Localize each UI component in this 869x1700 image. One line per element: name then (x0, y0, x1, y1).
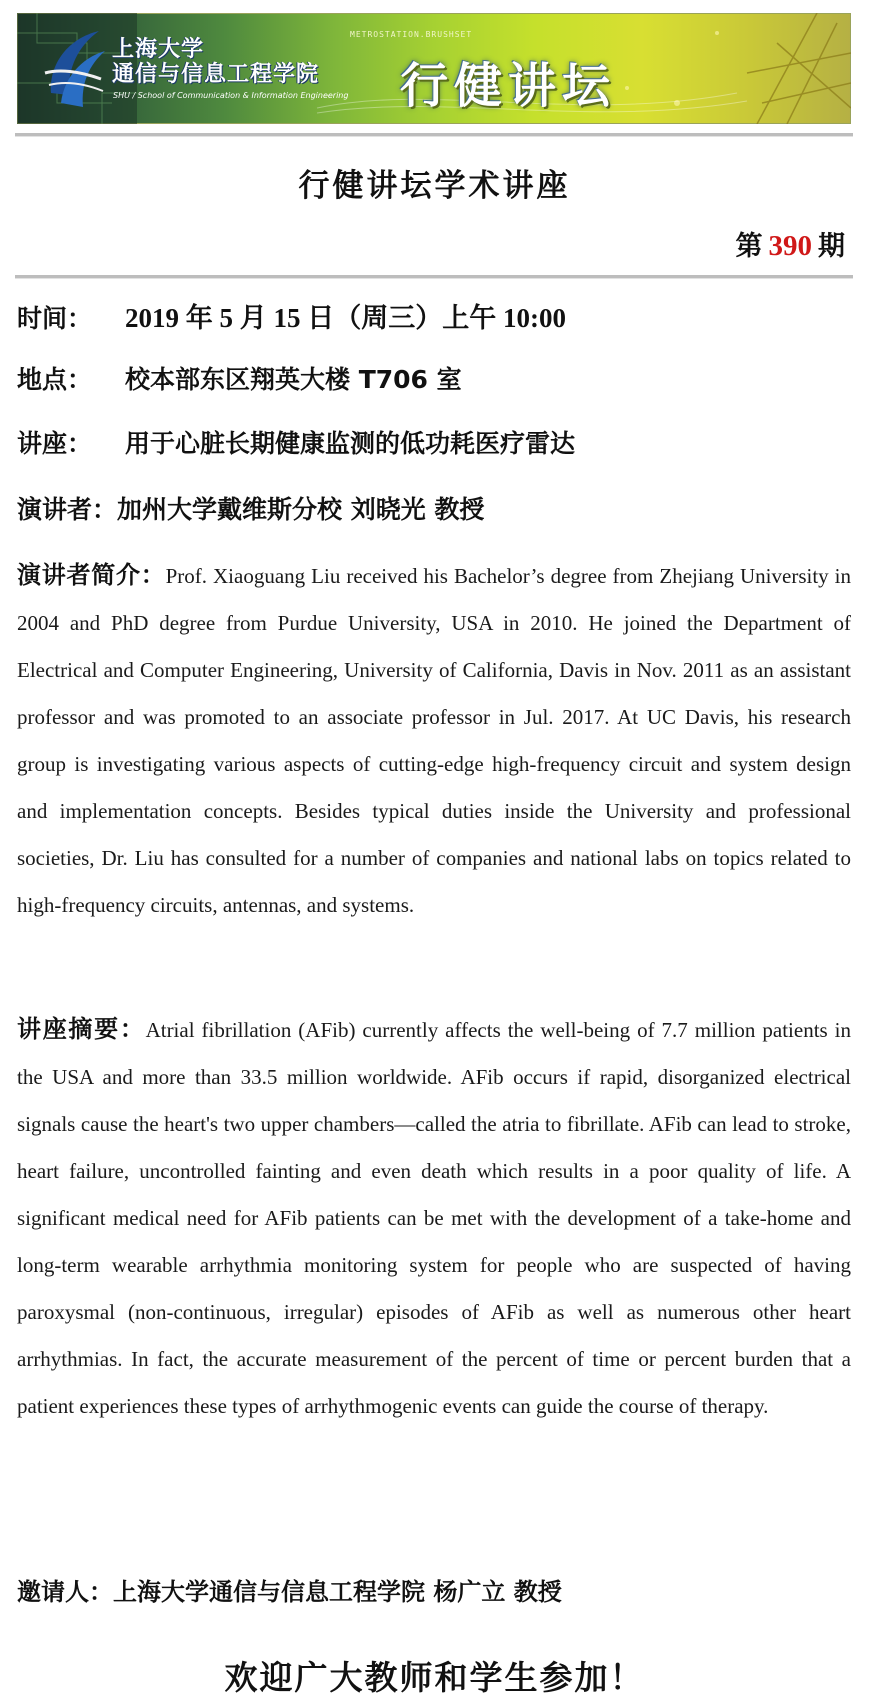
abstract-text: Atrial fibrillation (AFib) currently affects the well-being of 7.7 million patients in the USA and more than 33.5 million worldwide. AFib occurs if rapid, disorganized electrical signals cause the heart's two upper chambers—called the atria to fibrillate. AFib can lead to stroke, heart failure, uncontrolled fainting and even death which results in a poor quality of life. A significant medical need for AFib patients can be met with the development of a take-home and long-term wearable arrhythmia monitoring system for people who are suspected of having paroxysmal (non-continuous, irregular) episodes of AFib as well as numerous other heart arrhythmias. In fact, the accurate measurement of the percent of time or percent burden that a patient experiences these types of arrhythmogenic events can guide the course of therapy. (17, 1018, 851, 1418)
topic-value: 用于心脏长期健康监测的低功耗医疗雷达 (125, 429, 576, 458)
speaker-row (17, 490, 484, 526)
shu-logo-icon (39, 23, 109, 113)
header-banner (17, 13, 851, 124)
topic-row (17, 424, 575, 460)
banner-school-english: SHU / School of Communication & Information Engineering (113, 91, 349, 100)
banner-forum-title: 行健讲坛 (400, 58, 617, 114)
page-title: 行健讲坛学术讲座 (298, 168, 571, 204)
divider (15, 275, 853, 279)
welcome-message: 欢迎广大教师和学生参加！ (224, 1658, 645, 1697)
issue-value: 390 (768, 230, 812, 262)
time-label: 时间： (17, 304, 93, 333)
place-value: 校本部东区翔英大楼 T706 室 (125, 365, 462, 394)
speaker-value: 加州大学戴维斯分校 刘晓光 教授 (117, 495, 485, 524)
inviter-value: 上海大学通信与信息工程学院 杨广立 教授 (113, 1578, 562, 1606)
place-row (17, 360, 462, 396)
speaker-bio (17, 552, 851, 929)
place-label: 地点： (17, 365, 93, 394)
time-row (17, 296, 566, 335)
topic-label: 讲座： (17, 429, 93, 458)
issue-number (736, 224, 846, 263)
issue-suffix: 期 (818, 231, 845, 262)
inviter-label: 邀请人： (17, 1578, 113, 1606)
banner-tagline: METROSTATION.BRUSHSET (350, 30, 473, 39)
lecture-abstract (17, 1006, 851, 1430)
inviter-row (17, 1572, 562, 1607)
bio-label: 演讲者简介： (17, 561, 166, 589)
speaker-label: 演讲者： (17, 495, 118, 524)
divider (15, 133, 853, 137)
time-value: 2019 年 5 月 15 日（周三）上午 10:00 (125, 303, 566, 333)
abstract-label: 讲座摘要： (17, 1015, 146, 1043)
bio-text: Prof. Xiaoguang Liu received his Bachelor’s degree from Zhejiang University in 2004 and PhD degree from Purdue University, USA in 2010. He joined the Department of Electrical and Computer Engineering, University of California, Davis in Nov. 2011 as an assistant professor and was promoted to an associate professor in Jul. 2017. At UC Davis, his research group is investigating various aspects of cutting-edge high-frequency circuit and system design and implementation concepts. Besides typical duties inside the University and professional societies, Dr. Liu has consulted for a number of companies and national labs on topics related to high-frequency circuits, antennas, and systems. (17, 564, 852, 917)
banner-school-name: 上海大学 通信与信息工程学院 (112, 37, 320, 87)
issue-prefix: 第 (735, 231, 763, 262)
